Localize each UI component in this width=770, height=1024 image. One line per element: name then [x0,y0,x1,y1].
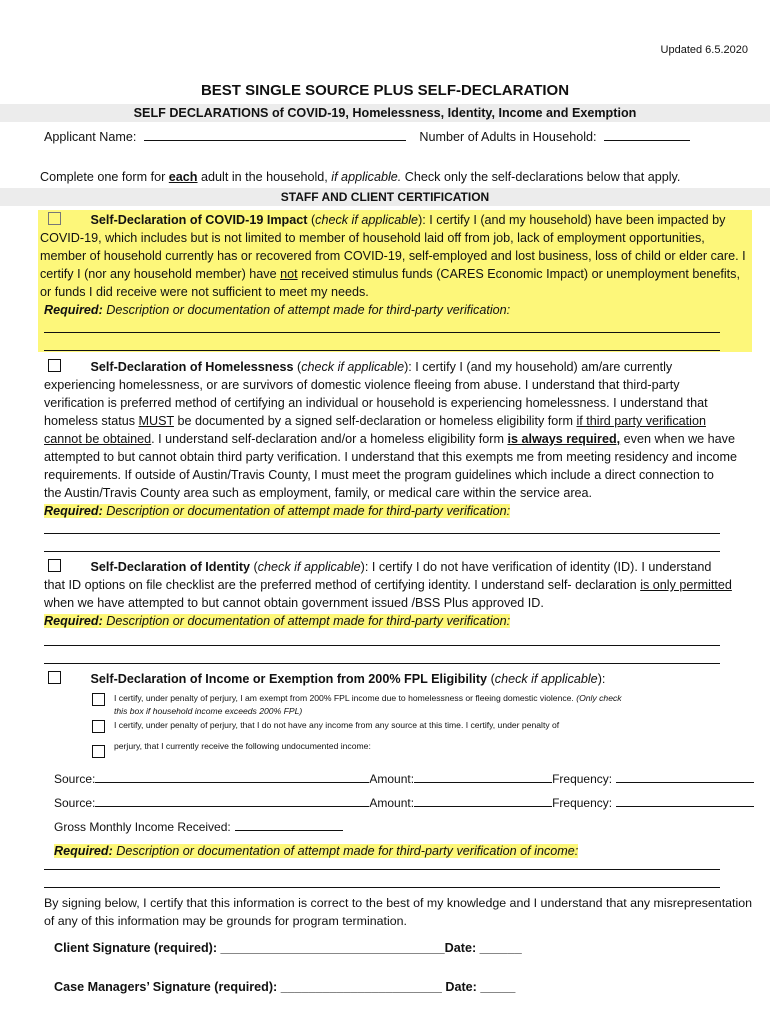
identity-check-if: check if applicable [257,560,361,574]
instructions-text: Check only the self-declarations below that apply. [401,170,681,184]
identity-line3: when we have attempted to but cannot obtain government issued /BSS Plus approved ID. [44,596,544,610]
income-option-2: I certify, under penalty of perjury, that I do not have any income from any source at this time. I certify, under penalty of [114,720,560,730]
income-desc-line-2[interactable] [44,887,720,888]
updated-date: Updated 6.5.2020 [660,44,748,56]
covid-line2: COVID-19, which includes but is not limited to member of household laid off from job, lack of employment opportunities, [40,231,705,245]
covid-section [40,211,750,319]
homeless-required [44,502,750,520]
identity-section [44,558,750,630]
frequency-label: Frequency: [552,796,613,810]
covid-check-if: check if applicable [315,213,419,227]
identity-required [44,612,750,630]
homeless-line2: experiencing homelessness, or are survivors of domestic violence fleeing from abuse. I understand that third-party [44,378,680,392]
homeless-desc-line-1[interactable] [44,533,720,534]
client-signature-label: Client Signature (required): [54,941,221,955]
required-desc: Description or documentation of attempt made for third-party verification: [106,504,511,518]
applicant-row [44,128,690,144]
form-title: BEST SINGLE SOURCE PLUS SELF-DECLARATION [200,82,570,99]
covid-heading: Self-Declaration of COVID-19 Impact [90,213,308,227]
gross-income-field[interactable] [235,818,343,831]
frequency-field-1[interactable] [616,770,754,783]
instructions-text: adult in the household, [197,170,332,184]
cm-date-field[interactable]: _____ [480,980,516,994]
homeless-l4c: be documented by a signed self-declaration or homeless eligibility form [173,414,577,428]
homeless-l5d: even when we have [620,432,735,446]
homeless-line8: the Austin/Travis County area such as employment, family, or medical care within the service area. [44,486,593,500]
frequency-label: Frequency: [552,772,613,786]
homeless-l5c: is always required, [507,432,621,446]
source-label: Source: [54,772,96,786]
client-signature-field[interactable]: ________________________________ [220,941,445,955]
homeless-line3: verification is preferred method of certifying an individual or household is experiencing homelessness. I understand that [44,396,708,410]
income-required-desc: Description or documentation of attempt made for third-party verification of income: [116,844,579,858]
homeless-line5 [44,430,750,448]
required-label: Required: [44,504,103,518]
income-opt1-line2: this box if household income exceeds 200% FPL) [114,706,303,716]
homeless-heading: Self-Declaration of Homelessness [90,360,294,374]
identity-line2 [44,576,750,594]
adults-field[interactable] [604,128,690,141]
source-field-1[interactable] [95,770,369,783]
source-label: Source: [54,796,96,810]
required-label: Required: [44,614,103,628]
income-option-1 [114,692,622,718]
homeless-paren: ( [296,360,302,374]
homeless-desc-line-2[interactable] [44,551,720,552]
income-heading: Self-Declaration of Income or Exemption from 200% FPL Eligibility [90,672,488,686]
identity-checkbox[interactable] [48,559,61,572]
covid-line3: member of household currently has or recovered from COVID-19, self-employed and lost business, loss of child or elder care. I [40,249,746,263]
instructions [40,170,680,184]
amount-label: Amount: [369,772,415,786]
required-label: Required: [54,844,113,858]
identity-paren: ( [253,560,258,574]
income-check-if: check if applicable [494,672,598,686]
covid-line1: ): I certify I (and my household) have been impacted by [418,213,726,227]
required-desc: Description or documentation of attempt made for third-party verification: [106,303,511,317]
cm-signature-label: Case Managers’ Signature (required): [54,980,281,994]
covid-line4b: received stimulus funds (CARES Economic Impact) or unemployment benefits, [297,267,740,281]
income-heading-row [44,670,750,688]
instructions-each: each [168,170,198,184]
identity-heading: Self-Declaration of Identity [90,560,251,574]
required-label: Required: [44,303,103,317]
homeless-l5a: cannot be obtained [44,432,152,446]
applicant-name-field[interactable] [144,128,406,141]
income-desc-line-1[interactable] [44,869,720,870]
identity-l2b: is only permitted [640,578,732,592]
income-undocumented-checkbox[interactable] [92,745,105,758]
gross-income-label: Gross Monthly Income Received: [54,820,231,834]
covid-desc-line-1[interactable] [44,332,720,333]
income-opt1-text: I certify, under penalty of perjury, I am exempt from 200% FPL income due to homelessness or fleeing domestic violence. [114,693,577,703]
form-subtitle: SELF DECLARATIONS of COVID-19, Homelessness, Identity, Income and Exemption [0,104,770,122]
homeless-line1: ): I certify I (and my household) am/are currently [404,360,673,374]
homeless-section [44,358,750,520]
amount-label: Amount: [369,796,415,810]
covid-required [44,301,750,319]
gross-income-row [54,818,343,834]
applicant-name-label: Applicant Name: [44,130,137,144]
amount-field-2[interactable] [414,794,552,807]
covid-paren: ( [310,213,316,227]
adults-label: Number of Adults in Household: [419,130,597,144]
covid-not: not [280,267,298,281]
covid-line4a: certify I (nor any household member) have [40,267,281,281]
covid-checkbox[interactable] [48,212,61,225]
frequency-field-2[interactable] [616,794,754,807]
income-exempt-checkbox[interactable] [92,693,105,706]
signing-line2: of any of this information may be grounds for program termination. [44,914,407,928]
client-signature-row [54,941,522,955]
homeless-check-if: check if applicable [301,360,405,374]
homeless-l5b: . I understand self-declaration and/or a homeless eligibility form [151,432,508,446]
signing-line1: By signing below, I certify that this information is correct to the best of my knowledge and I understand that any misrepresentation [44,896,753,910]
homeless-l4d: if third party verification [576,414,706,428]
covid-line4 [40,265,750,283]
amount-field-1[interactable] [414,770,552,783]
identity-desc-line-2[interactable] [44,663,720,664]
required-desc: Description or documentation of attempt made for third-party verification: [106,614,511,628]
income-checkbox[interactable] [48,671,61,684]
cm-signature-row [54,980,515,994]
identity-line1: ): I certify I do not have verification of identity (ID). I understand [360,560,712,574]
income-opt1-italic: (Only check [576,693,622,703]
covid-line5: or funds I did receive were not sufficient to meet my needs. [40,285,369,299]
instructions-italic: if applicable. [331,170,402,184]
income-none-checkbox[interactable] [92,720,105,733]
cm-date-label: Date: [445,980,481,994]
identity-l2a: that ID options on file checklist are the preferred method of certifying identity. I understand self- declaration [44,578,641,592]
homeless-line6: attempted to but cannot obtain third party verification. I understand that this exempts me from meeting residency and income [44,450,738,464]
client-date-label: Date: [444,941,480,955]
homeless-line4 [44,412,750,430]
instructions-text: Complete one form for [40,170,169,184]
cm-signature-field[interactable]: _______________________ [280,980,442,994]
homeless-must: MUST [138,414,174,428]
source-row-2 [54,794,754,810]
homeless-l4a: homeless status [44,414,139,428]
homeless-checkbox[interactable] [48,359,61,372]
client-date-field[interactable]: ______ [479,941,522,955]
homeless-line7: requirements. If outside of Austin/Travis County, I must meet the program guidelines which include a direct connection to [44,468,714,482]
certification-title: STAFF AND CLIENT CERTIFICATION [0,188,770,206]
source-row-1 [54,770,754,786]
covid-desc-line-2[interactable] [44,350,720,351]
income-paren-open: ( [490,672,495,686]
income-paren-close: ): [597,672,606,686]
income-option-3: perjury, that I currently receive the following undocumented income: [114,741,371,751]
identity-desc-line-1[interactable] [44,645,720,646]
source-field-2[interactable] [95,794,369,807]
signing-statement [44,894,752,930]
income-required [54,844,578,858]
